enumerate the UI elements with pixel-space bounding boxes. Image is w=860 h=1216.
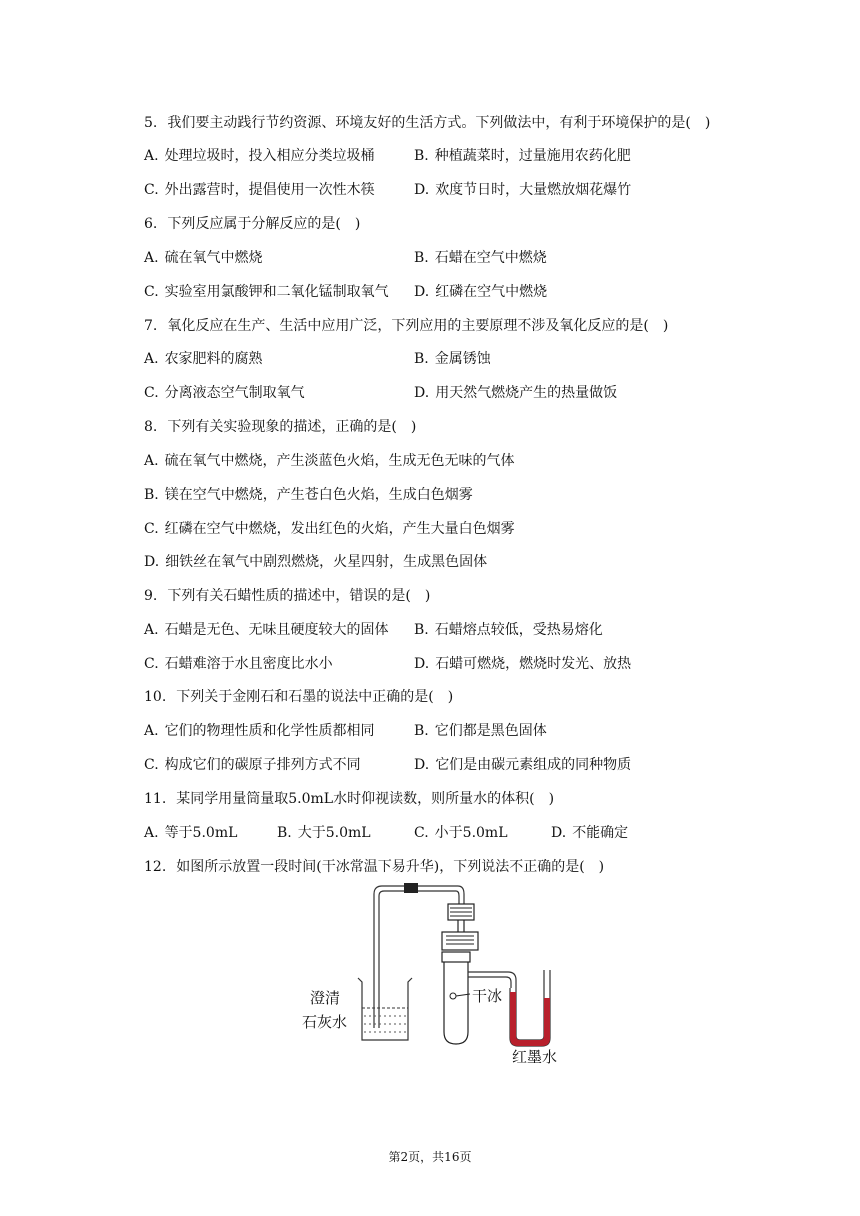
question-10: 10. 下列关于金刚石和石墨的说法中正确的是( ) <box>144 689 454 705</box>
test-tube <box>444 952 468 1044</box>
option-9d: D. 石蜡可燃烧，燃烧时发光、放热 <box>414 656 632 672</box>
option-11a: A. 等于5.0mL <box>144 825 238 841</box>
red-ink-fill <box>510 992 550 1046</box>
label-red-ink: 红墨水 <box>512 1048 558 1065</box>
option-10b: B. 它们都是黑色固体 <box>414 723 547 739</box>
option-6c: C. 实验室用氯酸钾和二氧化锰制取氧气 <box>144 284 389 300</box>
stopper <box>442 952 470 962</box>
option-5c: C. 外出露营时，提倡使用一次性木筷 <box>144 182 375 198</box>
clamp-assembly <box>442 904 478 950</box>
option-6a: A. 硫在氧气中燃烧 <box>144 250 263 266</box>
question-7: 7. 氧化反应在生产、生活中应用广泛，下列应用的主要原理不涉及氧化反应的是( ) <box>144 318 669 334</box>
option-9a: A. 石蜡是无色、无味且硬度较大的固体 <box>144 622 389 638</box>
option-5b: B. 种植蔬菜时，过量施用农药化肥 <box>414 148 631 164</box>
label-dry-ice: 干冰 <box>472 987 503 1005</box>
option-9c: C. 石蜡难溶于水且密度比水小 <box>144 656 333 672</box>
option-8d: D. 细铁丝在氧气中剧烈燃烧，火星四射，生成黑色固体 <box>144 554 488 570</box>
experiment-figure <box>296 880 586 1065</box>
option-11c: C. 小于5.0mL <box>414 825 508 841</box>
question-9: 9. 下列有关石蜡性质的描述中，错误的是( ) <box>144 588 431 604</box>
question-11: 11. 某同学用量筒量取5.0mL水时仰视读数，则所量水的体积( ) <box>144 791 555 807</box>
side-arm <box>468 972 516 988</box>
page-footer: 第2页，共16页 <box>388 1150 472 1164</box>
option-6b: B. 石蜡在空气中燃烧 <box>414 250 547 266</box>
option-10a: A. 它们的物理性质和化学性质都相同 <box>144 723 375 739</box>
question-5: 5. 我们要主动践行节约资源、环境友好的生活方式。下列做法中，有利于环境保护的是( ) <box>144 115 711 131</box>
rubber-joint <box>404 883 418 893</box>
beaker <box>358 978 412 1040</box>
option-5a: A. 处理垃圾时，投入相应分类垃圾桶 <box>144 148 375 164</box>
question-6: 6. 下列反应属于分解反应的是( ) <box>144 216 361 232</box>
option-7c: C. 分离液态空气制取氧气 <box>144 385 305 401</box>
option-5d: D. 欢度节日时，大量燃放烟花爆竹 <box>414 182 632 198</box>
option-8c: C. 红磷在空气中燃烧，发出红色的火焰，产生大量白色烟雾 <box>144 521 515 537</box>
option-6d: D. 红磷在空气中燃烧 <box>414 284 548 300</box>
option-9b: B. 石蜡熔点较低，受热易熔化 <box>414 622 603 638</box>
label-limewater-1: 澄清 <box>310 989 341 1007</box>
option-8a: A. 硫在氧气中燃烧，产生淡蓝色火焰，生成无色无味的气体 <box>144 453 515 469</box>
question-12: 12. 如图所示放置一段时间(干冰常温下易升华)，下列说法不正确的是( ) <box>144 859 605 875</box>
option-7b: B. 金属锈蚀 <box>414 351 491 367</box>
question-8: 8. 下列有关实验现象的描述，正确的是( ) <box>144 419 417 435</box>
option-7d: D. 用天然气燃烧产生的热量做饭 <box>414 385 618 401</box>
option-11d: D. 不能确定 <box>551 825 629 841</box>
option-10d: D. 它们是由碳元素组成的同种物质 <box>414 757 632 773</box>
option-7a: A. 农家肥料的腐熟 <box>144 351 263 367</box>
option-11b: B. 大于5.0mL <box>277 825 371 841</box>
label-limewater-2: 石灰水 <box>302 1013 348 1031</box>
option-8b: B. 镁在空气中燃烧，产生苍白色火焰，生成白色烟雾 <box>144 487 473 503</box>
option-10c: C. 构成它们的碳原子排列方式不同 <box>144 757 361 773</box>
